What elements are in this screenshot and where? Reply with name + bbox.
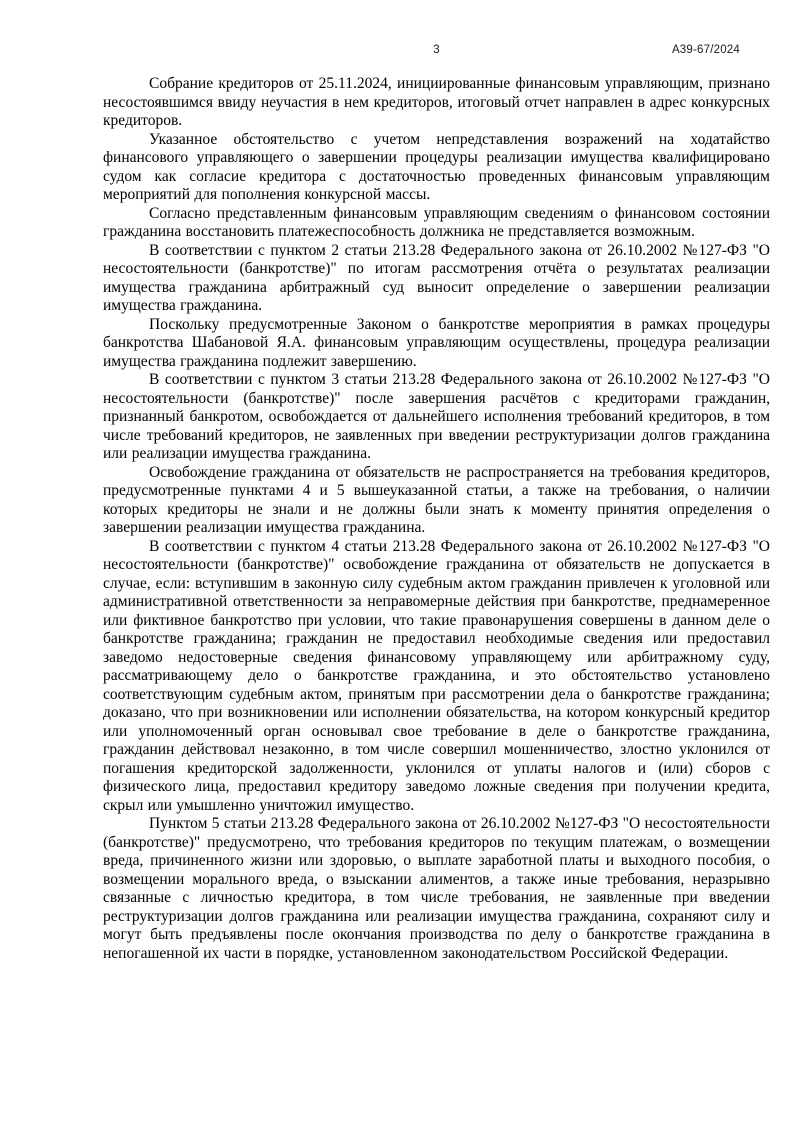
paragraph-law-point-3: В соответствии с пунктом 3 статьи 213.28 Федерального закона от 26.10.2002 №127-ФЗ "О несостоятельности (банкротстве)" после завершения расчётов с кредиторами гражданин, признанный банкротом, освобождается от дальнейшего исполнения требований кредиторов, в том числе требований кредиторов, не заявленных при введении реструктуризации долгов гражданина или реализации имущества гражданина. bbox=[103, 371, 770, 462]
paragraph-no-objections: Указанное обстоятельство с учетом непредставления возражений на ходатайство финансового управляющего о завершении процедуры реализации имущества квалифицировано судом как согласие кредитора с достаточностью проведенных финансовым управляющим мероприятий для пополнения конкурсной массы. bbox=[103, 130, 770, 203]
case-number: А39-67/2024 bbox=[671, 44, 740, 56]
paragraph-law-point-5: Пунктом 5 статьи 213.28 Федерального закона от 26.10.2002 №127-ФЗ "О несостоятельности (банкротстве)" предусмотрено, что требования кредиторов по текущим платежам, о возмещении вреда, причиненного жизни или здоровью, о выплате заработной платы и выходного пособия, о возмещении морального вреда, о взыскании алиментов, а также иные требования, неразрывно связанные с личностью кредитора, в том числе требования, не заявленные при введении реструктуризации долгов гражданина или реализации имущества гражданина, сохраняют силу и могут быть предъявлены после окончания производства по делу о банкротстве гражданина в непогашенной их части в порядке, установленном законодательством Российской Федерации. bbox=[103, 815, 770, 962]
paragraph-creditors-meeting: Собрание кредиторов от 25.11.2024, инициированные финансовым управляющим, признано несостоявшимся ввиду неучастия в нем кредиторов, итоговый отчет направлен в адрес конкурсных кредиторов. bbox=[103, 75, 770, 129]
page-number: 3 bbox=[433, 44, 440, 56]
paragraph-procedure-completion: Поскольку предусмотренные Законом о банкротстве мероприятия в рамках процедуры банкротства Шабановой Я.А. финансовым управляющим осуществлены, процедура реализации имущества гражданина подлежит завершению. bbox=[103, 315, 770, 370]
paragraph-law-point-4: В соответствии с пунктом 4 статьи 213.28 Федерального закона от 26.10.2002 №127-ФЗ "О несостоятельности (банкротстве)" освобождение гражданина от обязательств не допускается в случае, если: вступившим в законную силу судебным актом гражданин привлечен к уголовной или административной ответственности за неправомерные действия при банкротстве, преднамеренное или фиктивное банкротство при условии, что такие правонарушения совершены в данном деле о банкротстве гражданина; гражданин не предоставил необходимые сведения или предоставил заведомо недостоверные сведения финансовому управляющему или арбитражному суду, рассматривающему дело о банкротстве гражданина, и это обстоятельство установлено соответствующим судебным актом, принятым при рассмотрении дела о банкротстве гражданина; доказано, что при возникновении или исполнении обязательства, на котором конкурсный кредитор или уполномоченный орган основывал свое требование в деле о банкротстве гражданина, гражданин действовал незаконно, в том числе совершил мошенничество, злостно уклонился от погашения кредиторской задолженности, уклонился от уплаты налогов и (или) сборов с физического лица, предоставил кредитору заведомо ложные сведения при получении кредита, скрыл или умышленно уничтожил имущество. bbox=[103, 537, 770, 814]
paragraph-release-exceptions: Освобождение гражданина от обязательств не распространяется на требования кредиторов, предусмотренные пунктами 4 и 5 вышеуказанной статьи, а также на требования, о наличии которых кредиторы не знали и не должны были знать к моменту принятия определения о завершении реализации имущества гражданина. bbox=[103, 463, 770, 536]
page-header bbox=[103, 44, 770, 58]
paragraph-law-point-2: В соответствии с пунктом 2 статьи 213.28 Федерального закона от 26.10.2002 №127-ФЗ "О несостоятельности (банкротстве)" по итогам рассмотрения отчёта о результатах реализации имущества гражданина арбитражный суд выносит определение о завершении реализации имущества гражданина. bbox=[103, 241, 770, 314]
document-body bbox=[103, 75, 770, 963]
paragraph-solvency-restoration: Согласно представленным финансовым управляющим сведениям о финансовом состоянии гражданина восстановить платежеспособность должника не представляется возможным. bbox=[103, 204, 770, 240]
